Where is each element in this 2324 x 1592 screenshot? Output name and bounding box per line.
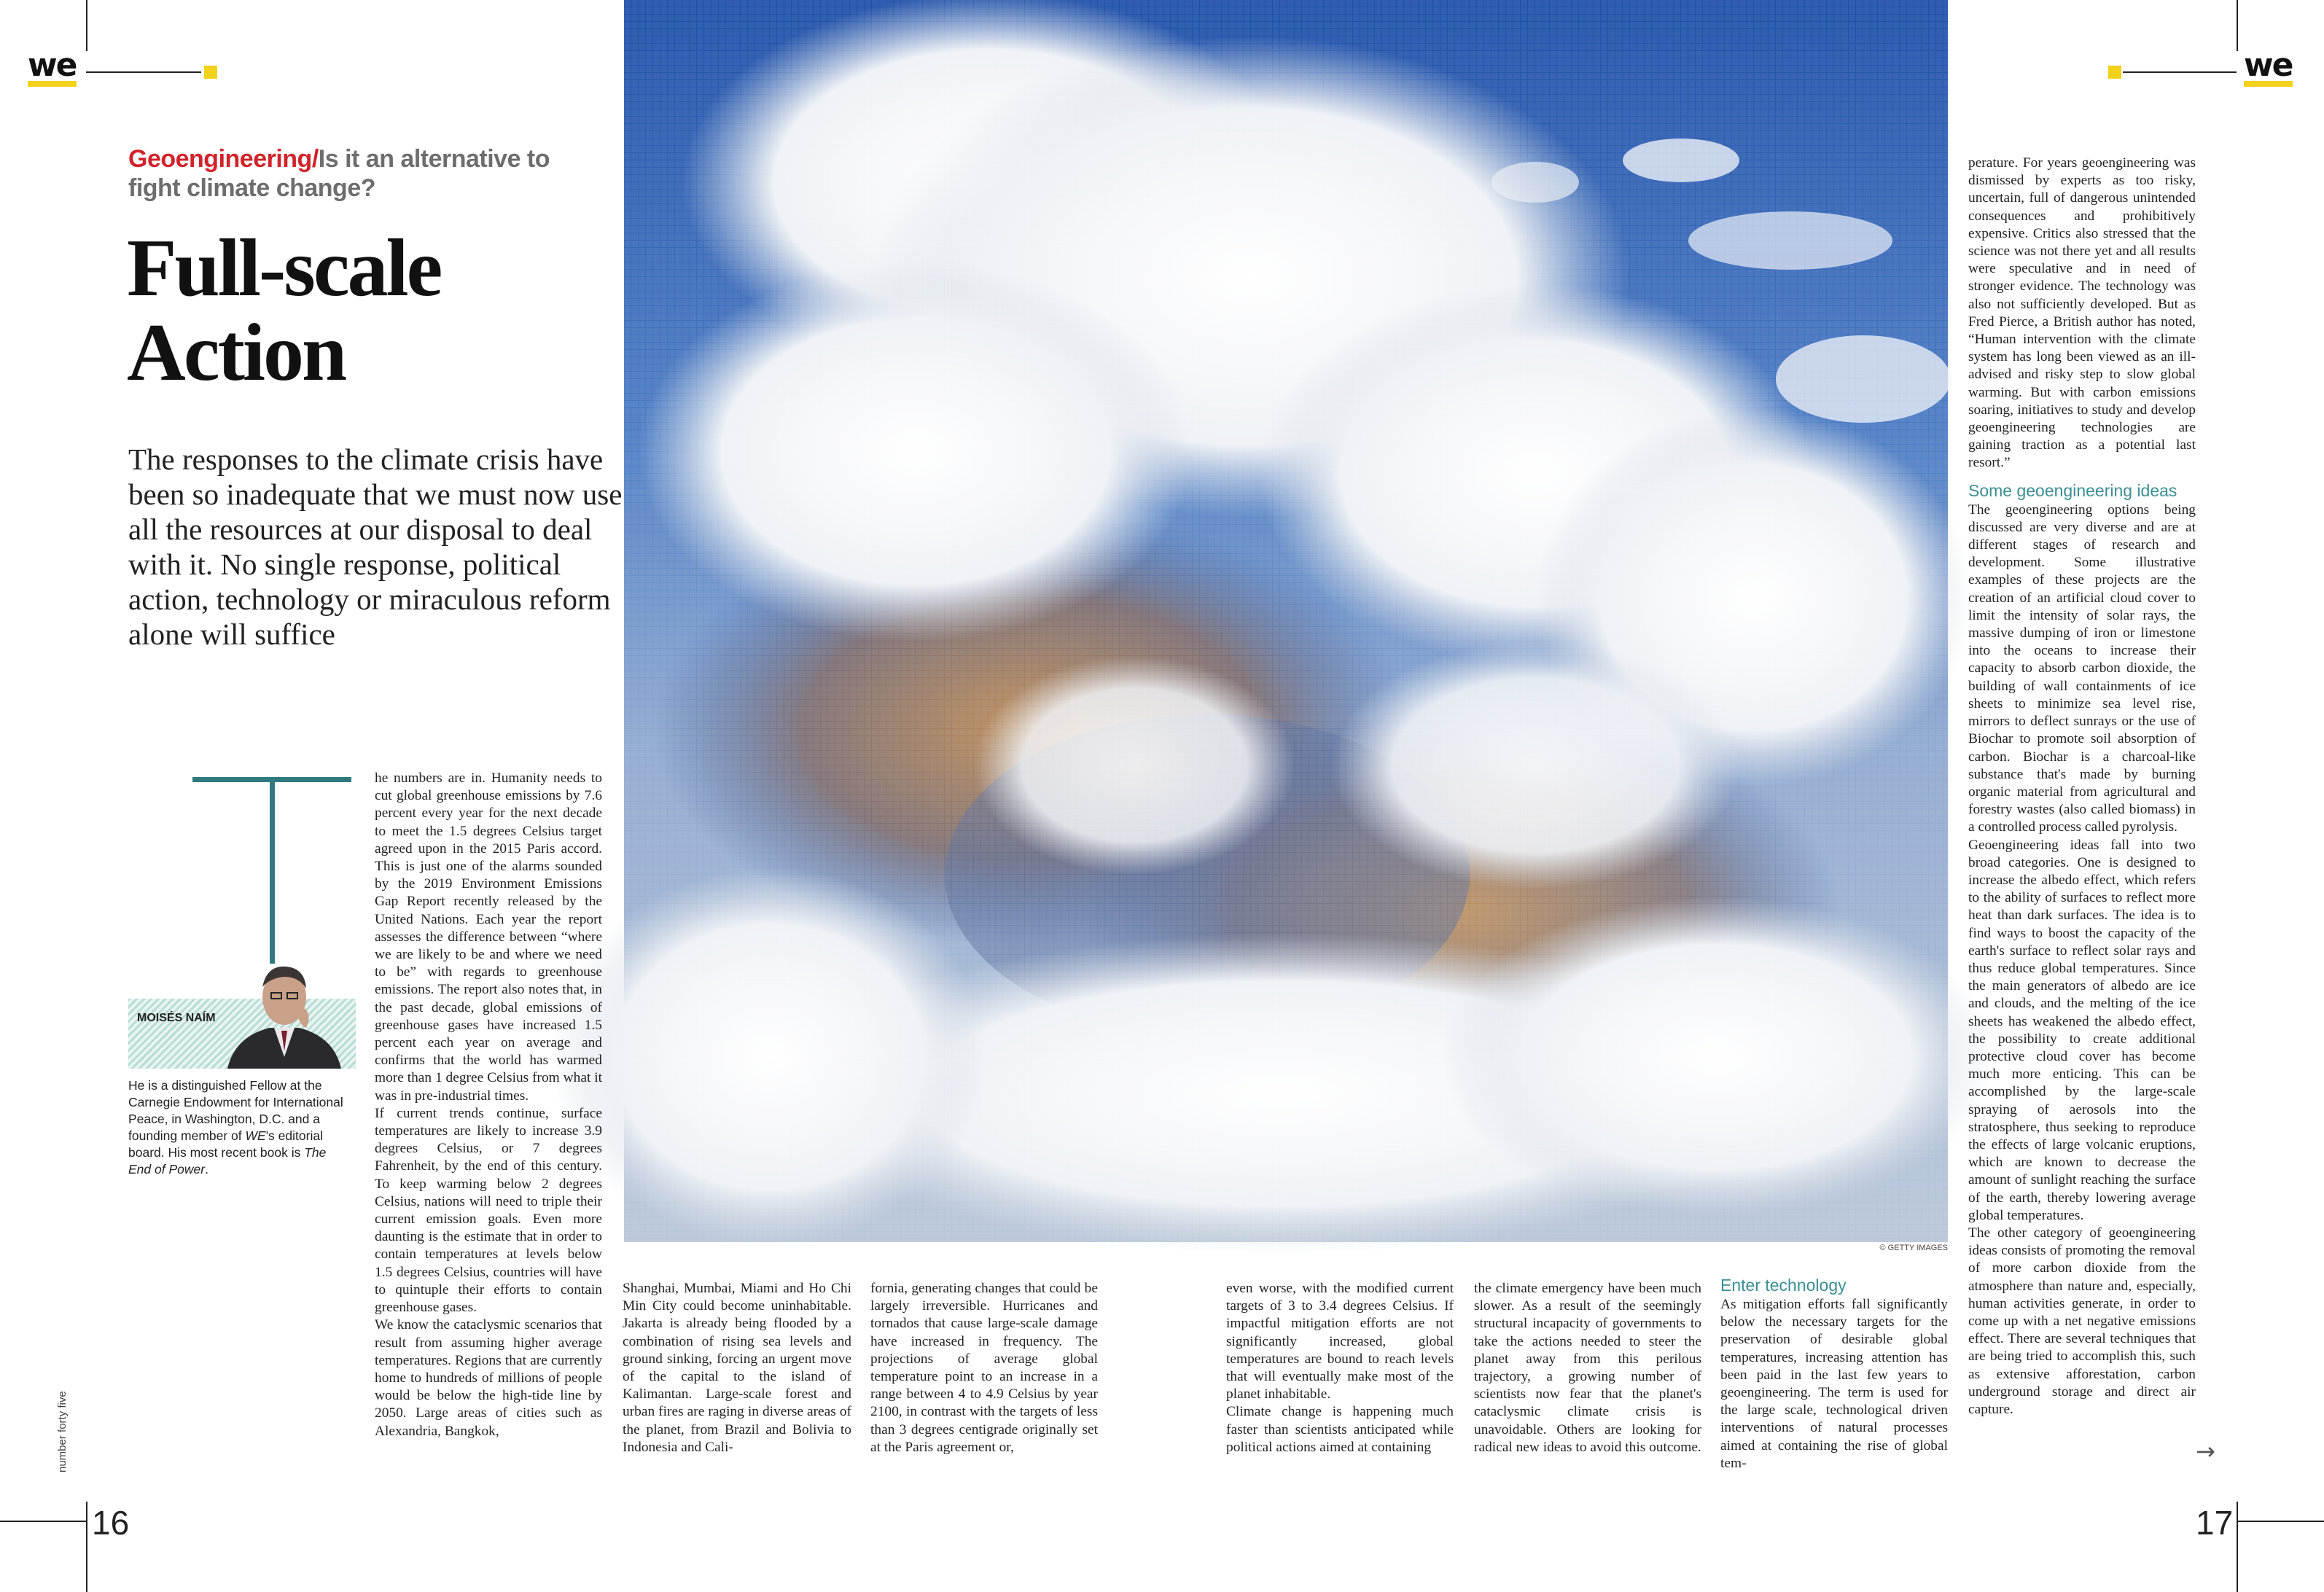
body-paragraph: As mitigation efforts fall significantly below the necessary targets for the preservation of desirable global temperatures, increasing attention has been paid in the last few years to geoengineering. The term is used for the large scale, technological driven interventions of natural processes aimed at containing the rise of global tem- [1720,1297,1948,1471]
issue-number: number forty five [56,1391,69,1472]
body-column-1 [375,770,602,1462]
cloud-illustration [624,0,1948,1242]
accent-square [2108,66,2121,79]
page-number-right: 17 [2196,1504,2234,1542]
bio-book-title: The End of Power [128,1145,327,1177]
body-column-4 [1226,1280,1454,1462]
kicker-question: Is it an alternative to fight climate change? [128,145,550,202]
photo-credit: © GETTY IMAGES [1879,1244,1948,1252]
body-column-7 [1968,155,2196,1464]
kicker-topic: Geoengineering/ [128,145,319,173]
body-paragraph: fornia, generating changes that could be largely irreversible. Hurricanes and tornados that cause large-scale damage have increased in frequency. The projections of average global temperature point to an increase in a range between 4 to 4.9 Celsius by year 2100, in contrast with the targets of less than 3 degrees centigrade originally set at the Paris agreement or, [870,1281,1098,1455]
we-logo-left [28,47,77,87]
crop-mark [0,1521,86,1522]
bio-text: . [205,1162,208,1177]
subhead-enter-technology: Enter technology [1720,1276,1847,1295]
body-paragraph: the climate emergency have been much slower. As a result of the seemingly structural incapacity of governments to take the actions needed to steer the planet away from this perilous trajectory, a growing number of scientists now fear that the planet's cataclysmic climate crisis is unavoidable. Others are looking for radical new ideas to avoid this outcome. [1474,1281,1701,1455]
body-column-6 [1720,1274,1948,1471]
crop-mark [2237,1502,2238,1592]
crop-mark [2237,0,2238,51]
crop-mark [86,71,201,73]
page-number-left: 16 [92,1504,130,1542]
body-paragraph: perature. For years geoengineering was dismissed by experts as too risky, uncertain, full of dangerous unintended consequences and prohibitively expensive. Critics also stressed that the science was not there yet and all results were speculative and in need of stronger evidence. The technology was also not sufficiently developed. But as Fred Pierce, a British author has noted, “Human intervention with the climate system has long been viewed as an ill-advised and risky step to slow global warming. But with carbon emissions soaring, initiatives to study and develop geoengineering technologies are gaining traction as a potential last resort.” [1968,155,2196,471]
standfirst: The responses to the climate crisis have been so inadequate that we must now use all the resources at our disposal to deal with it. No single response, political action, technology or miraculous reform alone will suffice [128,442,623,651]
next-page-arrow-icon[interactable]: → [2196,1437,2215,1465]
body-paragraph: The other category of geoengineering ideas consists of promoting the removal of more carbon dioxide from the atmosphere than nature and, especially, human activities generate, in order to come up with a net negative emissions effect. There are several techniques that are being tried to accomplish this, such as extensive afforestation, carbon underground storage and direct air capture. [1968,1225,2196,1418]
crop-mark [2123,71,2237,73]
we-logo-right [2244,47,2293,87]
body-column-5 [1474,1280,1701,1462]
bio-we: WE [245,1128,266,1143]
body-paragraph: he numbers are in. Humanity needs to cut global greenhouse emissions by 7.6 percent every year for the next decade to meet the 1.5 degrees Celsius target agreed upon in the 2015 Paris accord. This is just one of the alarms sounded by the 2019 Environment Emissions Gap Report recently released by the United Nations. Each year the report assesses the difference between “where we are likely to be and where we need to be” with regards to greenhouse emissions. The report also notes that, in the past decade, global emissions of greenhouse gases have increased 1.5 percent each year on average and confirms that the world has warmed more than 1 degree Celsius from what it was in pre-industrial times. [375,770,602,1104]
logo-text: we [2244,47,2293,84]
headline: Full-scale Action [127,223,441,398]
body-paragraph: Geoengineering ideas fall into two broad categories. One is designed to increase the albedo effect, which refers to the ability of surfaces to reflect more heat than dark surfaces. The idea is to find ways to boost the capacity of the earth's surface to reflect solar rays and thus reduce global temperatures. Since the main generators of albedo are ice and clouds, and the melting of the ice sheets has weakened the albedo effect, the possibility to create additional protective cloud cover has become much more enticing. This can be accomplished by the large-scale spraying of aerosols into the stratosphere, thus seeking to reproduce the effects of large volcanic eruptions, which are known to decrease the amount of sunlight reaching the surface of the earth, thereby lowering average global temperatures. [1968,837,2196,1223]
accent-square [204,66,217,79]
kicker [128,144,566,203]
author-bio [128,1077,347,1178]
author-name: MOISÉS NAÍM [137,1012,216,1024]
bio-text: 's editorial board. His most recent book is [128,1128,323,1160]
bio-text: He is a distinguished Fellow at the Carnegie Endowment for International Peace, in Washington, D.C. and a founding member of [128,1078,343,1143]
crop-mark [2238,1521,2324,1522]
dropcap-t-stem [270,777,275,964]
body-column-2 [623,1280,851,1462]
body-paragraph: Shanghai, Mumbai, Miami and Ho Chi Min City could become uninhabitable. Jakarta is already being flooded by a combination of rising sea levels and ground sinking, forcing an urgent move of the capital to the island of Kalimantan. Large-scale forest and urban fires are raging in diverse areas of the planet, from Brazil and Bolivia to Indonesia and Cali- [623,1281,851,1455]
body-column-3 [870,1280,1098,1462]
subhead-geoengineering-ideas: Some geoengineering ideas [1968,480,2177,500]
body-paragraph: even worse, with the modified current targets of 3 to 3.4 degrees Celsius. If impactful mitigation efforts are not significantly increased, global temperatures are bound to reach levels that will eventually make most of the planet inhabitable. [1226,1281,1454,1402]
body-paragraph: If current trends continue, surface temperatures are likely to increase 3.9 degrees Celsius, or 7 degrees Fahrenheit, by the end of this century. To keep warming below 2 degrees Celsius, nations will need to triple their current emission goals. Even more daunting is the estimate that in order to contain temperatures at levels below 1.5 degrees Celsius, countries will have to quintuple their efforts to contain greenhouse gases. [375,1105,602,1316]
crop-mark [86,1502,87,1592]
body-paragraph: Climate change is happening much faster than scientists anticipated while political actions aimed at containing [1226,1404,1454,1455]
logo-text: we [28,47,77,84]
body-paragraph: The geoengineering options being discussed are very diverse and are at different stages of research and development. Some illustrative examples of these projects are the creation of an artificial cloud cover to limit the intensity of solar rays, the massive dumping of iron or limestone into the oceans to increase their capacity to absorb carbon dioxide, the building of wall containments of ice sheets to minimize sea level rise, mirrors to deflect sunrays or the use of Biochar to promote soil absorption of carbon. Biochar is a charcoal-like substance that's made by burning organic material from agricultural and forestry wastes (also called biomass) in a controlled process called pyrolysis. [1968,502,2196,835]
hero-image [624,0,1948,1242]
crop-mark [86,0,87,51]
author-portrait [213,955,356,1069]
author-box [128,999,356,1069]
body-paragraph: We know the cataclysmic scenarios that result from assuming higher average temperatures. Regions that are currently home to hundreds of millions of people would be below the high-tide line by 2050. Large areas of cities such as Alexandria, Bangkok, [375,1317,602,1439]
